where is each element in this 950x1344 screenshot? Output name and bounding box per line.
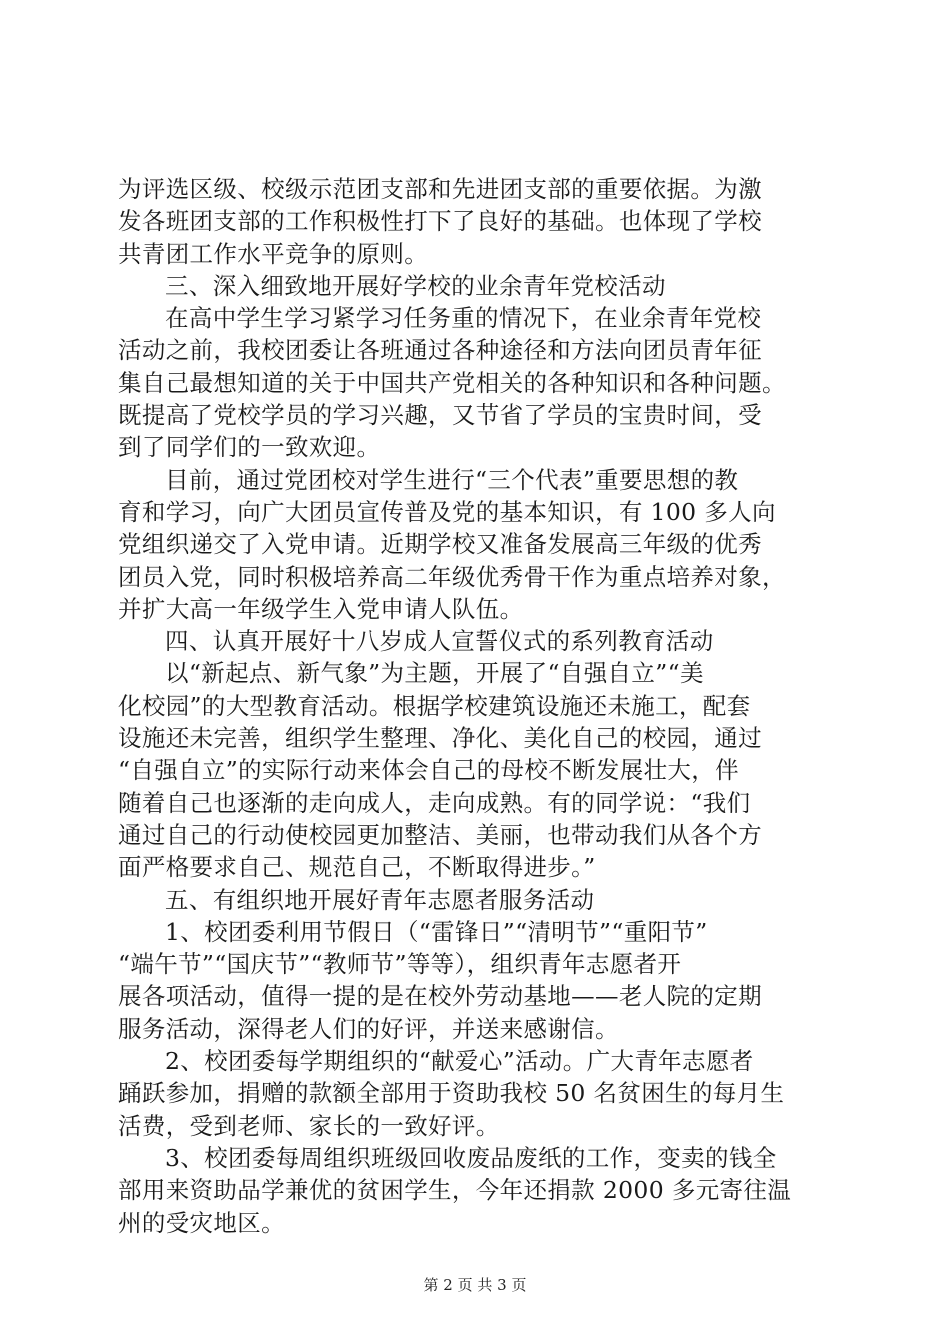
text-line: 共青团工作水平竞争的原则。 (118, 239, 429, 268)
text-line: “自强自立”的实际行动来体会自己的母校不断发展壮大，伴 (118, 756, 739, 785)
text-line: 既提高了党校学员的学习兴趣，又节省了学员的宝贵时间，受 (118, 401, 762, 430)
text-line: 面严格要求自己、规范自己，不断取得进步。” (118, 853, 596, 882)
text-line: 1、校团委利用节假日（“雷锋日”“清明节”“重阳节” (165, 917, 708, 946)
text-line: 在高中学生学习紧学习任务重的情况下，在业余青年党校 (165, 304, 762, 333)
text-line: 目前，通过党团校对学生进行“三个代表”重要思想的教 (165, 465, 739, 494)
page-footer: 第 2 页 共 3 页 (423, 1276, 527, 1294)
text-line: 为评选区级、校级示范团支部和先进团支部的重要依据。为激 (118, 175, 762, 203)
text-line: “端午节”“国庆节”“教师节”等等），组织青年志愿者开 (118, 950, 682, 979)
text-line: 服务活动，深得老人们的好评，并送来感谢信。 (118, 1014, 619, 1043)
text-line: 3、校团委每周组织班级回收废品废纸的工作，变卖的钱全 (165, 1143, 777, 1172)
text-line: 活动之前，我校团委让各班通过各种途径和方法向团员青年征 (118, 336, 762, 365)
document-body (118, 173, 830, 1239)
text-line: 通过自己的行动使校园更加整洁、美丽，也带动我们从各个方 (118, 820, 762, 849)
text-line: 集自己最想知道的关于中国共产党相关的各种知识和各种问题。 (118, 368, 786, 397)
text-line: 活费，受到老师、家长的一致好评。 (118, 1111, 500, 1140)
text-line: 团员入党，同时积极培养高二年级优秀骨干作为重点培养对象， (118, 562, 786, 591)
text-line: 五、有组织地开展好青年志愿者服务活动 (165, 885, 595, 914)
text-line: 并扩大高一年级学生入党申请人队伍。 (118, 594, 524, 623)
text-line: 2、校团委每学期组织的“献爱心”活动。广大青年志愿者 (165, 1047, 754, 1076)
text-line: 到了同学们的一致欢迎。 (118, 433, 381, 462)
text-line: 设施还未完善，组织学生整理、净化、美化自己的校园，通过 (118, 724, 762, 753)
text-line: 育和学习，向广大团员宣传普及党的基本知识，有 100 多人向 (118, 497, 776, 526)
text-line: 部用来资助品学兼优的贫困学生，今年还捐款 2000 多元寄往温 (118, 1176, 792, 1205)
text-line: 化校园”的大型教育活动。根据学校建筑设施还未施工，配套 (118, 691, 751, 720)
text-line: 党组织递交了入党申请。近期学校又准备发展高三年级的优秀 (118, 530, 762, 559)
text-line: 随着自己也逐渐的走向成人，走向成熟。有的同学说：“我们 (118, 788, 751, 817)
text-line: 踊跃参加，捐赠的款额全部用于资助我校 50 名贫困生的每月生 (118, 1079, 785, 1108)
text-line: 发各班团支部的工作积极性打下了良好的基础。也体现了学校 (118, 207, 762, 236)
text-line: 四、认真开展好十八岁成人宣誓仪式的系列教育活动 (165, 627, 714, 656)
text-line: 以“新起点、新气象”为主题，开展了“自强自立”“美 (165, 659, 704, 688)
text-line: 三、深入细致地开展好学校的业余青年党校活动 (165, 271, 666, 300)
text-line: 展各项活动，值得一提的是在校外劳动基地——老人院的定期 (118, 982, 762, 1011)
text-line: 州的受灾地区。 (118, 1208, 285, 1237)
